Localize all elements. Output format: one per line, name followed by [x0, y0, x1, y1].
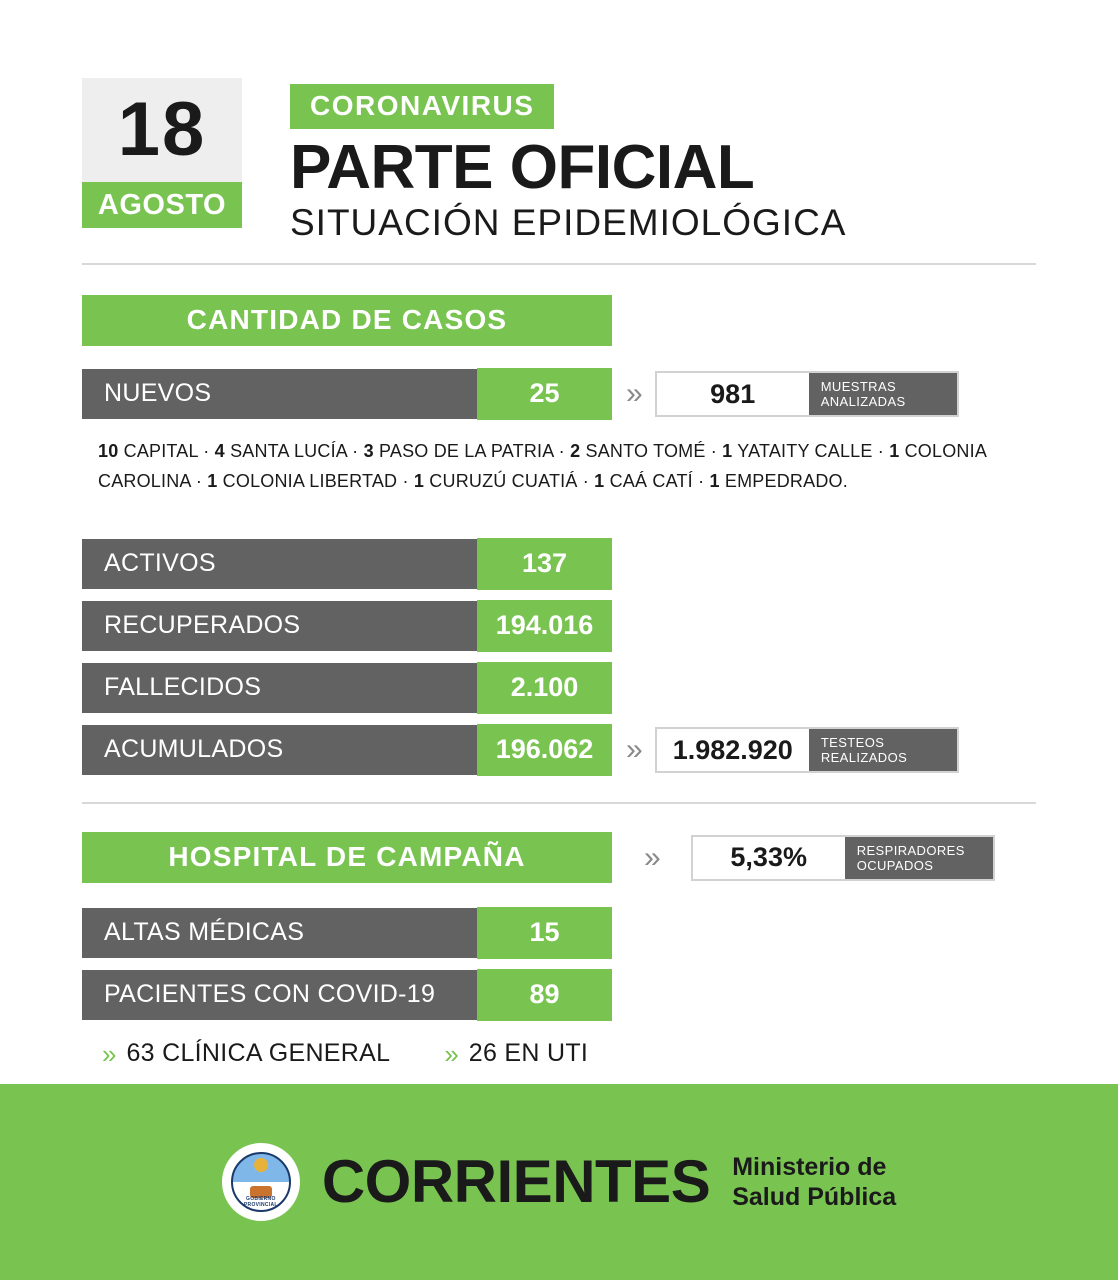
breakdown-count: 1 — [889, 441, 900, 461]
tests-value: 1.982.920 — [672, 734, 793, 765]
cases-section — [82, 295, 1036, 776]
ministry-line2: Salud Pública — [732, 1183, 897, 1211]
breakdown-place: CAÁ CATÍ — [604, 471, 693, 491]
main-content — [0, 265, 1118, 1068]
row-value-acumulados: 196.062 — [477, 724, 612, 776]
tests-tag — [809, 729, 957, 771]
totals-rows — [82, 538, 1036, 776]
row-value-activos: 137 — [477, 538, 612, 590]
section-divider — [82, 802, 1036, 804]
hospital-title-row — [82, 832, 1036, 883]
row-label-fallecidos: FALLECIDOS — [82, 663, 477, 713]
coronavirus-tag: CORONAVIRUS — [290, 84, 554, 129]
row-label-recuperados: RECUPERADOS — [82, 601, 477, 651]
page-title: PARTE OFICIAL — [290, 133, 755, 202]
date-month: AGOSTO — [82, 182, 242, 228]
breakdown-separator: · — [692, 471, 710, 491]
chevron-right-icon: » — [102, 1038, 115, 1069]
breakdown-separator: · — [553, 441, 571, 461]
hospital-details — [102, 1039, 1036, 1068]
detail-uti — [444, 1039, 588, 1068]
breakdown-count: 10 — [98, 441, 119, 461]
ministry-block — [732, 1152, 896, 1212]
new-cases-bar — [82, 368, 1036, 420]
breakdown-separator: · — [705, 441, 723, 461]
ministry-line1: Ministerio de — [732, 1153, 887, 1181]
breakdown-count: 1 — [709, 471, 720, 491]
new-cases-value: 25 — [477, 368, 612, 420]
breakdown-count: 3 — [363, 441, 374, 461]
hospital-section — [82, 832, 1036, 1068]
breakdown-place: COLONIA CAROLINA — [98, 441, 987, 491]
respirators-value: 5,33% — [730, 842, 807, 872]
provincial-crest-icon — [222, 1143, 300, 1221]
footer — [0, 1084, 1118, 1280]
breakdown-place: CURUZÚ CUATIÁ — [424, 471, 578, 491]
breakdown-separator: · — [397, 471, 414, 491]
samples-value: 981 — [710, 378, 756, 409]
samples-pill — [655, 371, 959, 417]
table-row — [82, 907, 1036, 959]
date-box — [82, 78, 242, 228]
chevron-right-icon: » — [644, 840, 659, 874]
samples-tag-line1: MUESTRAS — [820, 379, 897, 394]
breakdown-separator: · — [190, 471, 208, 491]
respirators-pill — [691, 835, 995, 881]
breakdown-separator: · — [872, 441, 890, 461]
respirators-tag-line1: RESPIRADORES — [856, 842, 965, 858]
chevron-right-icon: » — [444, 1038, 457, 1069]
hospital-rows — [82, 907, 1036, 1021]
breakdown-count: 1 — [722, 441, 733, 461]
respirators-tag-line2: OCUPADOS — [856, 857, 934, 873]
breakdown-count: 1 — [207, 471, 218, 491]
chevron-right-icon: » — [626, 733, 641, 766]
table-row — [82, 538, 1036, 590]
table-row — [82, 724, 1036, 776]
crest-inner — [231, 1152, 291, 1212]
breakdown-place: PASO DE LA PATRIA — [373, 441, 554, 461]
breakdown-count: 4 — [214, 441, 225, 461]
table-row — [82, 662, 1036, 714]
row-value-altas-medicas: 15 — [477, 907, 612, 959]
cases-section-title: CANTIDAD DE CASOS — [82, 295, 612, 346]
breakdown-separator: · — [577, 471, 595, 491]
samples-tag-line2: ANALIZADAS — [820, 394, 906, 409]
row-label-altas-medicas: ALTAS MÉDICAS — [82, 908, 477, 958]
tests-tag-line2: REALIZADOS — [820, 750, 908, 765]
new-cases-row — [82, 368, 1036, 420]
row-label-pacientes-covid: PACIENTES CON COVID-19 — [82, 970, 477, 1020]
breakdown-place: SANTO TOMÉ — [580, 441, 706, 461]
breakdown-count: 1 — [413, 471, 425, 491]
breakdown-place: EMPEDRADO. — [719, 471, 848, 491]
row-label-acumulados: ACUMULADOS — [82, 725, 477, 775]
hospital-section-title: HOSPITAL DE CAMPAÑA — [82, 832, 612, 883]
breakdown-place: COLONIA LIBERTAD — [217, 471, 398, 491]
breakdown-place: YATAITY CALLE — [732, 441, 873, 461]
table-row — [82, 969, 1036, 1021]
breakdown-place: CAPITAL — [118, 441, 199, 461]
breakdown-separator: · — [198, 441, 215, 461]
table-row — [82, 600, 1036, 652]
header — [0, 0, 1118, 245]
respirators-tag — [845, 837, 993, 879]
row-value-recuperados: 194.016 — [477, 600, 612, 652]
crest-sun-icon — [254, 1158, 268, 1172]
breakdown-separator: · — [346, 441, 364, 461]
samples-tag — [809, 373, 957, 415]
tests-tag-line1: TESTEOS — [820, 735, 885, 750]
row-value-fallecidos: 2.100 — [477, 662, 612, 714]
breakdown-count: 2 — [570, 441, 581, 461]
cases-breakdown — [98, 436, 1008, 496]
row-label-activos: ACTIVOS — [82, 539, 477, 589]
province-name: CORRIENTES — [321, 1148, 711, 1215]
new-cases-label: NUEVOS — [82, 369, 477, 419]
tests-pill — [655, 727, 959, 773]
detail-clinica-general — [102, 1039, 390, 1068]
crest-ring-text: GOBIERNO PROVINCIAL — [243, 1196, 278, 1208]
page-subtitle: SITUACIÓN EPIDEMIOLÓGICA — [290, 202, 847, 243]
date-day: 18 — [82, 78, 242, 182]
row-value-pacientes-covid: 89 — [477, 969, 612, 1021]
breakdown-count: 1 — [594, 471, 605, 491]
header-titles — [242, 78, 846, 245]
chevron-right-icon: » — [626, 377, 641, 410]
detail-uti-text: 26 EN UTI — [468, 1039, 589, 1067]
detail-clinica-general-text: 63 CLÍNICA GENERAL — [126, 1039, 391, 1067]
breakdown-place: SANTA LUCÍA — [224, 441, 347, 461]
